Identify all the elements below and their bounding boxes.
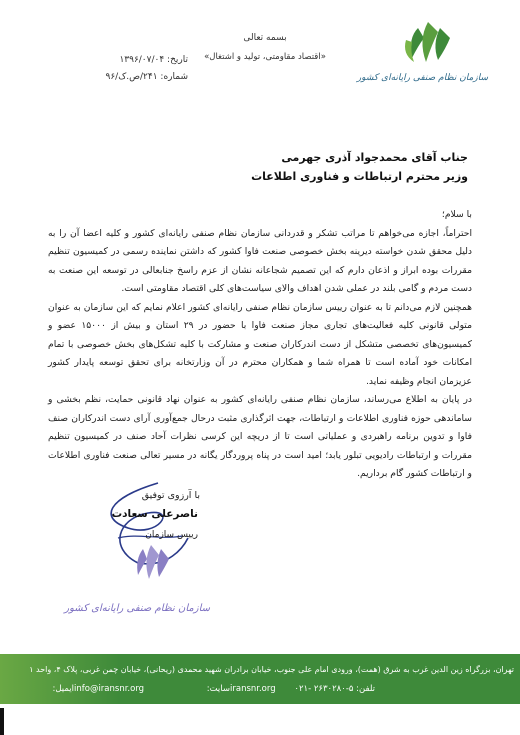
motto: «اقتصاد مقاومتی، تولید و اشتغال» <box>204 52 326 62</box>
letter-date: تاریخ: ۱۳۹۶/۰۷/۰۴ <box>119 55 188 65</box>
greeting: با سلام؛ <box>441 209 472 220</box>
signer-name: ناصرعلی سعادت <box>111 508 198 520</box>
basmala: بسمه تعالی <box>243 33 287 43</box>
logo-caption <box>356 58 490 88</box>
footer-email-label: ایمیل: <box>52 684 74 694</box>
letter-number: شماره: ۲۴۱/ص.ک/۹۶ <box>105 72 188 82</box>
footer-email-link[interactable]: info@iransnr.org <box>74 684 145 694</box>
letter-body <box>48 180 472 484</box>
footer-gradient <box>0 654 120 704</box>
closing-phrase: با آرزوی توفیق <box>141 490 200 501</box>
recipient-title: وزیر محترم ارتباطات و فناوری اطلاعات <box>251 170 468 183</box>
footer-band <box>0 654 520 704</box>
signer-role: رییس سازمان <box>145 530 198 540</box>
logo-caption-text: سازمان نظام صنفی رایانه‌ای کشور <box>356 73 488 83</box>
paragraph-2: همچنین لازم می‌دانم تا به عنوان رییس سازمان نظام صنفی رایانه‌ای کشور اعلام نمایم که این سازمان به عنوان متولی قانونی کلیه فعالیت‌های تجاری مجاز صنعت فاوا با حضور در ۲۹ استان و بیش از ۱۵۰۰۰ عضو و کمیسیون‌های تخصصی متشکل از دست اندرکاران صنعت و مشارکت با کلیه تشکل‌های بخش خصوصی با تمام امکانات خود آماده است تا همراه شما و همکاران محترم در آن وزارتخانه برای تحقق توسعه پایدار کشور عزیزمان انجام وظیفه نماید. <box>48 301 473 387</box>
organization-stamp-icon <box>64 545 215 620</box>
paragraph-1: احتراماً، اجازه می‌خواهم تا مراتب تشکر و قدردانی سازمان نظام صنفی رایانه‌ای کشور و کلیه اعضا آن را به دلیل محقق شدن خواسته دیرینه بخش خصوصی صنعت فاوا کشور که داشتن نماینده رسمی در کمیسیون تنظیم مقررات بوده ابراز و اذعان دارم که این تصمیم شجاعانه نشان از عزم راسخ جنابعالی در توسعه این صنعت به دست مردم و گامی بلند در عملی شدن اهداف والای سیاست‌های کلی اقتصاد مقاومتی است. <box>48 227 472 294</box>
page-edge-mark <box>0 708 4 735</box>
footer-website-label: سایت: <box>206 684 230 694</box>
footer-address: تهران، بزرگراه زین الدین غرب به شرق (همت)، ورودی امام علی جنوب، خیابان برادران شهید محمدی (ریحانی)، خیابان چمن غربی، پلاک ۴، واحد ۱ <box>29 665 514 674</box>
footer-phone: تلفن: ۵-۲۶۳۰۲۸۰ -۰۲۱ <box>294 684 375 694</box>
footer-website-link[interactable]: iransnr.org <box>230 684 276 694</box>
stamp-text: سازمان نظام صنفی رایانه‌ای کشور <box>64 603 210 614</box>
recipient-name: جناب آقای محمدجواد آذری جهرمی <box>281 151 468 164</box>
paragraph-3: در پایان به اطلاع می‌رساند، سازمان نظام صنفی رایانه‌ای کشور به عنوان نهاد قانونی حمایت، نظم بخشی و ساماندهی حوزه فناوری اطلاعات و ارتباطات، جهت اثرگذاری مثبت درحال جمع‌آوری آرای دست اندرکاران صنف فاوا و تدوین برنامه راهبردی و عملیاتی است تا از دریچه این کرسی نظرات آحاد صنف در کمیسیون تنظیم مقررات و ارتباطات رادیویی تبلور یابد؛ امید است در پناه پروردگار یگانه در مسیر تعالی صنعت فناوری اطلاعات و ارتباطات کشور گام برداریم. <box>48 394 472 479</box>
